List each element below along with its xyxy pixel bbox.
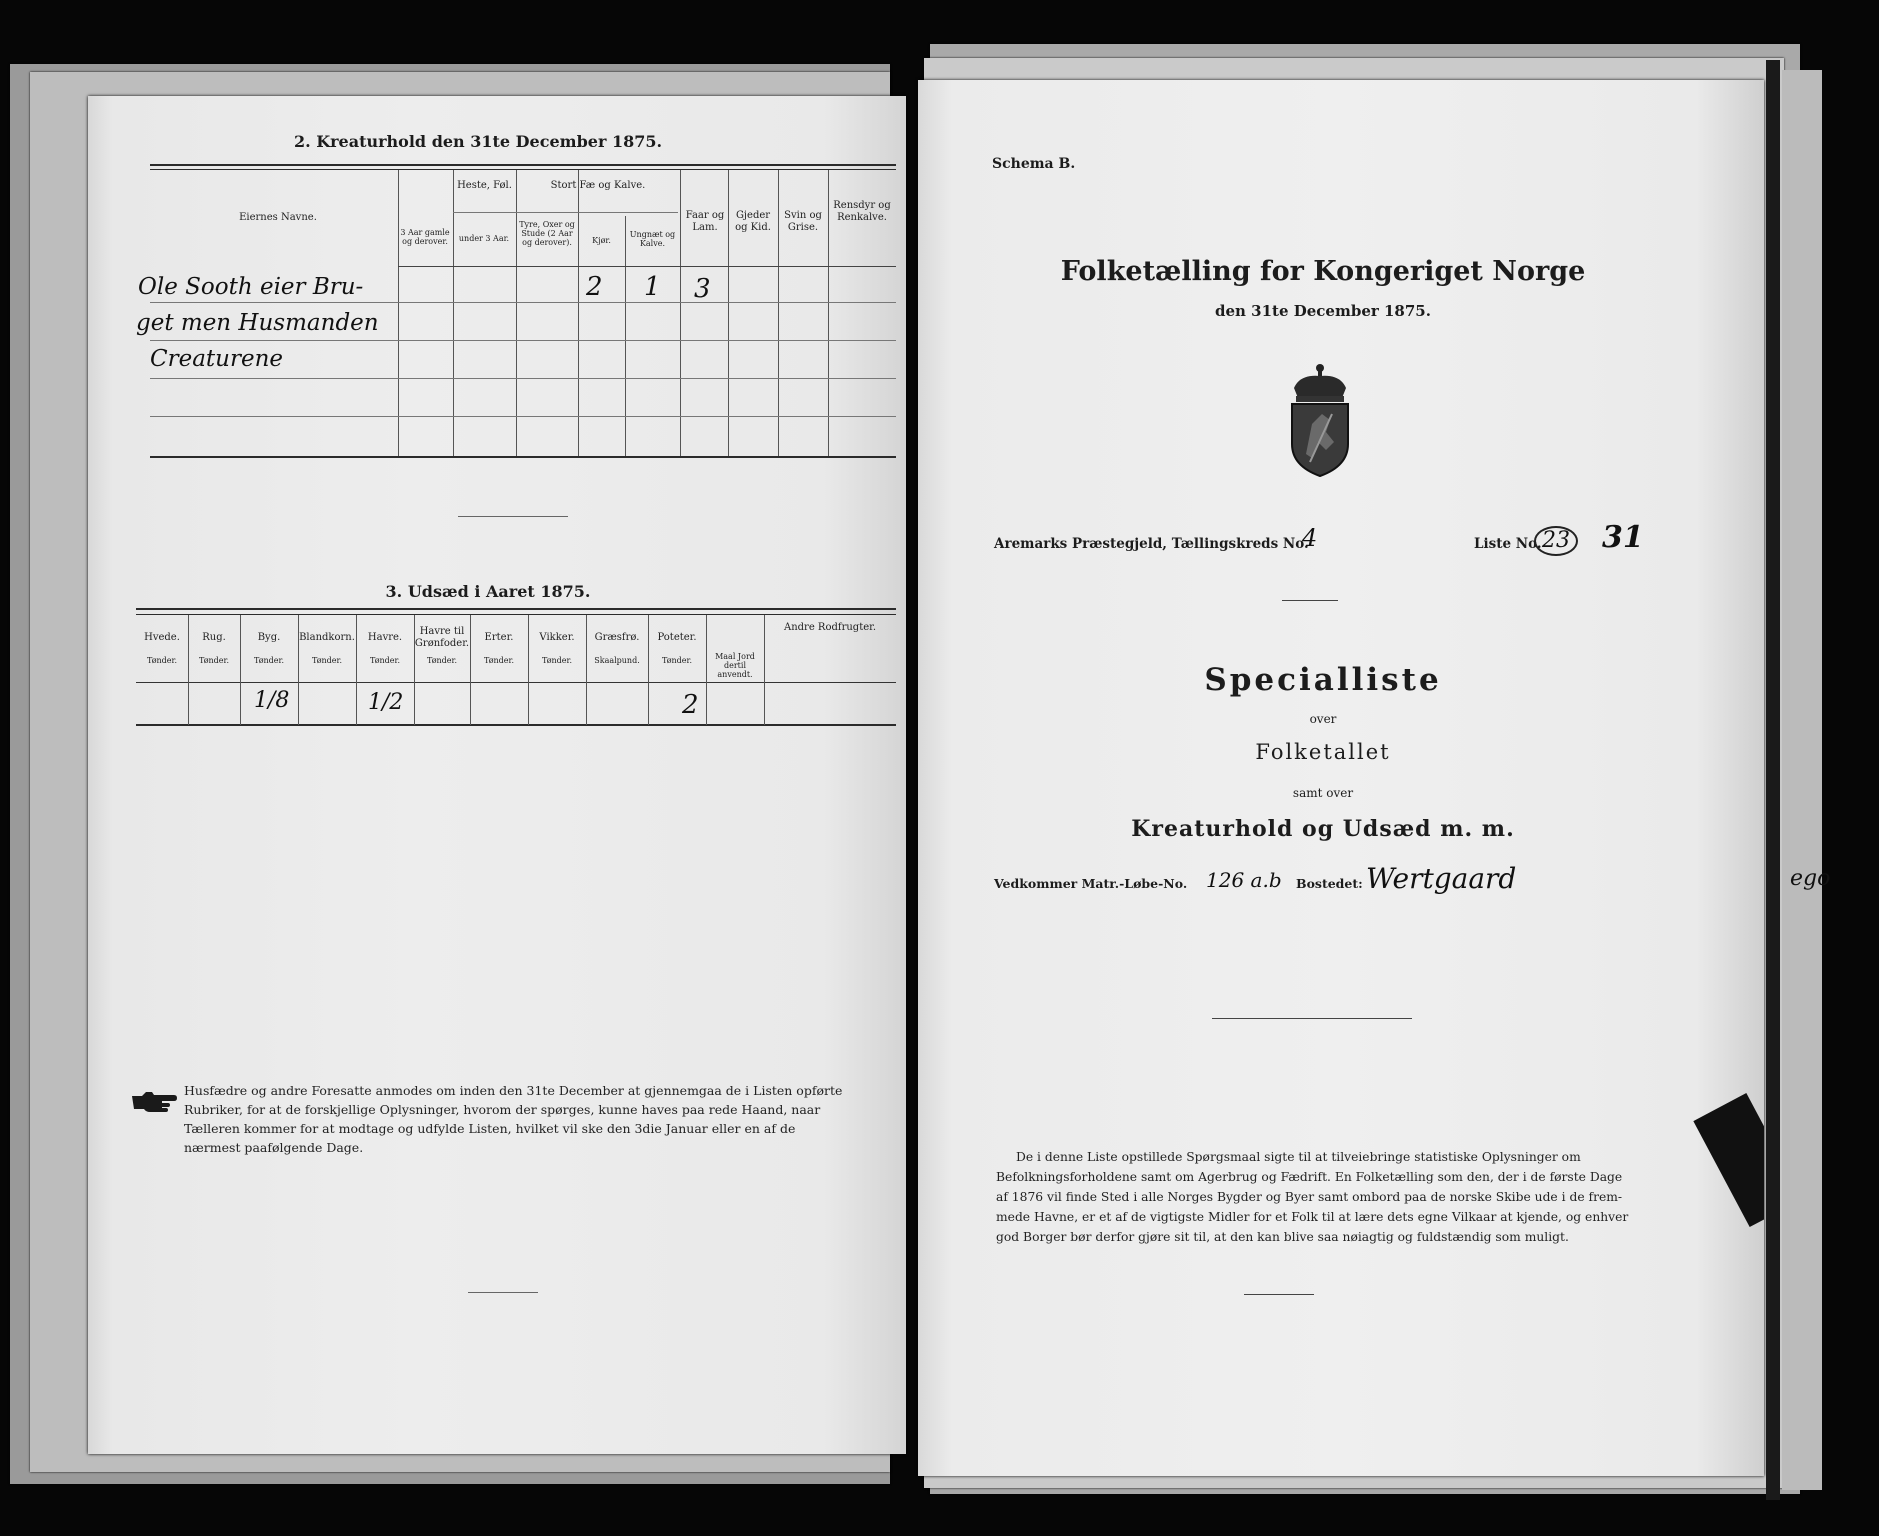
main-title: Folketælling for Kongeriget Norge bbox=[1060, 256, 1586, 287]
col-sheep: Faar og Lam. bbox=[685, 210, 725, 233]
right-page bbox=[918, 80, 1764, 1476]
list-number: 23 bbox=[1534, 526, 1578, 556]
col-young: Ungnæt og Kalve. bbox=[629, 230, 676, 248]
divider-left-1 bbox=[458, 516, 568, 517]
sow-unit-oats: Tønder. bbox=[369, 656, 401, 665]
notice-line-2: Rubriker, for at de forskjellige Oplysninger, hvorom der spørges, kunne haves paa rede Haand, naar bbox=[184, 1102, 821, 1117]
matr-label: Vedkommer Matr.-Løbe-No. bbox=[994, 876, 1188, 891]
pointing-hand-icon bbox=[130, 1090, 178, 1116]
value-cows: 2 bbox=[586, 272, 603, 302]
notice-line-1: Husfædre og andre Foresatte anmodes om inden den 31te December at gjennemgaa de i Listen opførte bbox=[184, 1083, 843, 1098]
sow-unit-mixed: Tønder. bbox=[311, 656, 343, 665]
list-label: Liste No. bbox=[1474, 536, 1542, 552]
intro-line-4: mede Havne, er et af de vigtigste Midler for et Folk til at lære dets egne Vilkaar at kjende, og enhver bbox=[996, 1210, 1629, 1224]
right-edge-strip bbox=[1766, 60, 1780, 1500]
sow-unit-roots: Maal Jord dertil anvendt. bbox=[715, 652, 755, 679]
sow-col-vetch: Vikker. bbox=[539, 632, 575, 643]
sow-unit-vetch: Tønder. bbox=[541, 656, 573, 665]
intro-line-5: god Borger bør derfor gjøre sit til, at den kan blive saa nøiagtig og fuldstændig som muligt. bbox=[996, 1230, 1569, 1244]
district-number: 4 bbox=[1302, 524, 1318, 552]
coat-of-arms-icon bbox=[1282, 362, 1358, 482]
sow-col-roots: Andre Rodfrugter. bbox=[783, 622, 876, 633]
sow-col-grass: Græsfrø. bbox=[594, 632, 640, 643]
sow-unit-potatoes: Tønder. bbox=[661, 656, 693, 665]
owner-header: Eiernes Navne. bbox=[239, 212, 317, 223]
intro-line-1: De i denne Liste opstillede Spørgsmaal sigte til at tilveiebringe statistiske Oplysninger om bbox=[1016, 1150, 1581, 1164]
right-edge-page bbox=[1782, 70, 1822, 1490]
owner-line-3: Creaturene bbox=[150, 346, 284, 372]
sow-col-barley: Byg. bbox=[257, 632, 281, 643]
notice-line-3: Tælleren kommer for at modtage og udfylde Listen, hvilket vil ske den 3die Januar eller en af de bbox=[184, 1121, 796, 1136]
sow-unit-oats-green: Tønder. bbox=[426, 656, 458, 665]
intro-line-2: Befolkningsforholdene samt om Agerbrug og Fædrift. En Folketælling som den, der i de første Dage bbox=[996, 1170, 1623, 1184]
list-number-extra: 31 bbox=[1602, 520, 1644, 555]
margin-note: ego bbox=[1790, 866, 1831, 891]
owner-line-2: get men Husmanden bbox=[136, 310, 379, 336]
notice-line-4: nærmest paafølgende Dage. bbox=[184, 1140, 364, 1155]
col-goats: Gjeder og Kid. bbox=[735, 210, 771, 233]
horses-header: Heste, Føl. bbox=[457, 180, 512, 191]
left-page bbox=[88, 96, 906, 1454]
samt-over: samt over bbox=[1292, 786, 1354, 800]
sow-col-rye: Rug. bbox=[202, 632, 226, 643]
sow-col-wheat: Hvede. bbox=[144, 632, 180, 643]
sow-col-oats: Havre. bbox=[367, 632, 403, 643]
matr-number: 126 a.b bbox=[1206, 868, 1282, 892]
value-sheep: 3 bbox=[694, 274, 711, 304]
folketallet-title: Folketallet bbox=[1255, 740, 1391, 764]
binding-tab bbox=[1693, 1093, 1764, 1227]
col-cows: Kjør. bbox=[592, 236, 611, 245]
sow-unit-grass: Skaalpund. bbox=[594, 656, 640, 665]
cattle-header: Stort Fæ og Kalve. bbox=[550, 180, 646, 191]
divider-right-1 bbox=[1282, 600, 1338, 601]
livestock-title: 2. Kreaturhold den 31te December 1875. bbox=[293, 132, 663, 151]
col-horses-under3: under 3 Aar. bbox=[458, 234, 510, 243]
date-line: den 31te December 1875. bbox=[1215, 302, 1431, 320]
col-reindeer: Rensdyr og Renkalve. bbox=[833, 200, 891, 223]
sow-col-peas: Erter. bbox=[484, 632, 514, 643]
sow-col-oats-green: Havre til Grønfoder. bbox=[414, 626, 470, 649]
specialliste-title: Specialliste bbox=[1204, 662, 1442, 698]
sow-unit-rye: Tønder. bbox=[198, 656, 230, 665]
col-horses-3yr: 3 Aar gamle og derover. bbox=[400, 228, 450, 246]
intro-line-3: af 1876 vil finde Sted i alle Norges Bygder og Byer samt ombord paa de norske Skibe ude i de frem- bbox=[996, 1190, 1623, 1204]
divider-left-2 bbox=[468, 1292, 538, 1293]
sow-col-mixed: Blandkorn. bbox=[299, 632, 355, 643]
sow-unit-barley: Tønder. bbox=[253, 656, 285, 665]
sow-unit-wheat: Tønder. bbox=[146, 656, 178, 665]
value-potatoes: 2 bbox=[682, 690, 699, 720]
value-barley: 1/8 bbox=[254, 688, 290, 713]
schema-label: Schema B. bbox=[992, 156, 1076, 172]
value-oats: 1/2 bbox=[368, 690, 404, 715]
sow-unit-peas: Tønder. bbox=[483, 656, 515, 665]
col-pigs: Svin og Grise. bbox=[784, 210, 822, 233]
sowing-title: 3. Udsæd i Aaret 1875. bbox=[385, 582, 591, 601]
bosted-value: Wertgaard bbox=[1366, 862, 1517, 895]
bosted-label: Bostedet: bbox=[1296, 876, 1363, 891]
kreaturhold-title: Kreaturhold og Udsæd m. m. bbox=[1131, 816, 1515, 842]
divider-right-3 bbox=[1244, 1294, 1314, 1295]
divider-right-2 bbox=[1212, 1018, 1412, 1019]
owner-line-1: Ole Sooth eier Bru- bbox=[138, 274, 364, 300]
parish-label: Aremarks Præstegjeld, Tællingskreds No. bbox=[994, 536, 1309, 552]
over-1: over bbox=[1309, 712, 1337, 726]
col-bulls: Tyre, Oxer og Stude (2 Aar og derover). bbox=[519, 220, 575, 247]
value-young: 1 bbox=[644, 272, 661, 302]
sow-col-potatoes: Poteter. bbox=[657, 632, 697, 643]
